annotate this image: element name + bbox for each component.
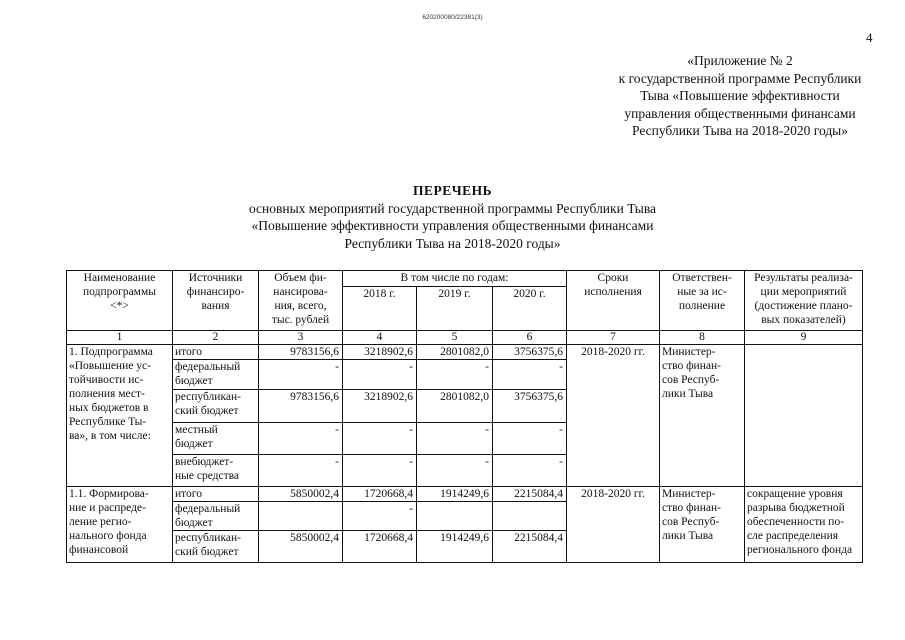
- appendix-line: Республики Тыва на 2018-2020 годы»: [631, 123, 849, 138]
- expected-results: [745, 345, 863, 487]
- document-id: 620200080/22381(3): [422, 14, 483, 21]
- header-responsible: Ответствен- ные за ис- полнение: [660, 271, 745, 331]
- value-2018: -: [343, 502, 417, 531]
- value-2020: -: [493, 423, 567, 455]
- total-volume: 5850002,4: [259, 487, 343, 502]
- value-2019: 1914249,6: [417, 487, 493, 502]
- value-2020: -: [493, 360, 567, 390]
- value-2019: -: [417, 455, 493, 487]
- title-line: Республики Тыва на 2018-2020 годы»: [344, 235, 561, 251]
- value-2019: 1914249,6: [417, 531, 493, 563]
- responsible-executor: Министер- ство финан- сов Респуб- лики Тыва: [660, 345, 745, 487]
- document-title: [0, 182, 905, 252]
- total-volume: -: [259, 423, 343, 455]
- value-2018: -: [343, 455, 417, 487]
- funding-source: итого: [173, 487, 259, 502]
- column-number: 9: [745, 331, 863, 345]
- table-row: [67, 487, 863, 502]
- column-numbers-row: [67, 331, 863, 345]
- value-2020: 3756375,6: [493, 345, 567, 360]
- value-2020: 2215084,4: [493, 487, 567, 502]
- column-number: 4: [343, 331, 417, 345]
- column-number: 6: [493, 331, 567, 345]
- value-2019: -: [417, 423, 493, 455]
- header-years-group: В том числе по годам:: [343, 271, 567, 287]
- table-row: [67, 345, 863, 360]
- value-2018: 3218902,6: [343, 345, 417, 360]
- column-number: 5: [417, 331, 493, 345]
- header-results: Результаты реализа- ции мероприятий (достижение плано- вых показателей): [745, 271, 863, 331]
- total-volume: -: [259, 360, 343, 390]
- column-number: 7: [567, 331, 660, 345]
- funding-source: федеральный бюджет: [173, 502, 259, 531]
- subprogram-name: 1.1. Формирова- ние и распреде- ление регио- нального фонда финансовой: [67, 487, 173, 563]
- subprogram-name: 1. Подпрограмма «Повышение ус- тойчивости ис- полнения мест- ных бюджетов в Республике Ты- ва», в том числе:: [67, 345, 173, 487]
- measures-table: [66, 270, 863, 563]
- appendix-note: [590, 52, 890, 140]
- header-volume: Объем фи- нансирова- ния, всего, тыс. рублей: [259, 271, 343, 331]
- column-number: 8: [660, 331, 745, 345]
- column-number: 2: [173, 331, 259, 345]
- value-2018: 1720668,4: [343, 487, 417, 502]
- header-year-2018: 2018 г.: [343, 287, 417, 331]
- title-line: «Повышение эффективности управления общественными финансами: [251, 218, 654, 233]
- appendix-line: управления общественными финансами: [624, 105, 856, 121]
- total-volume: 9783156,6: [259, 345, 343, 360]
- value-2019: -: [417, 360, 493, 390]
- column-number: 1: [67, 331, 173, 345]
- total-volume: [259, 502, 343, 531]
- value-2020: [493, 502, 567, 531]
- total-volume: -: [259, 455, 343, 487]
- funding-source: местный бюджет: [173, 423, 259, 455]
- execution-terms: 2018-2020 гг.: [567, 487, 660, 563]
- header-source: Источники финансиро- вания: [173, 271, 259, 331]
- header-terms: Сроки исполнения: [567, 271, 660, 331]
- value-2020: -: [493, 455, 567, 487]
- value-2018: 3218902,6: [343, 390, 417, 423]
- funding-source: республикан- ский бюджет: [173, 531, 259, 563]
- value-2018: 1720668,4: [343, 531, 417, 563]
- value-2020: 3756375,6: [493, 390, 567, 423]
- page-number: 4: [866, 30, 873, 45]
- responsible-executor: Министер- ство финан- сов Респуб- лики Тыва: [660, 487, 745, 563]
- column-number: 3: [259, 331, 343, 345]
- title-heading: ПЕРЕЧЕНЬ: [412, 183, 493, 198]
- appendix-line: Тыва «Повышение эффективности: [640, 88, 840, 103]
- header-name: Наименование подпрограммы <*>: [67, 271, 173, 331]
- funding-source: федеральный бюджет: [173, 360, 259, 390]
- value-2019: 2801082,0: [417, 390, 493, 423]
- value-2018: -: [343, 423, 417, 455]
- appendix-line: «Приложение № 2: [687, 53, 793, 68]
- execution-terms: 2018-2020 гг.: [567, 345, 660, 487]
- funding-source: республикан- ский бюджет: [173, 390, 259, 423]
- value-2019: 2801082,0: [417, 345, 493, 360]
- value-2018: -: [343, 360, 417, 390]
- value-2019: [417, 502, 493, 531]
- title-line: основных мероприятий государственной программы Республики Тыва: [248, 200, 657, 216]
- header-year-2019: 2019 г.: [417, 287, 493, 331]
- funding-source: внебюджет- ные средства: [173, 455, 259, 487]
- value-2020: 2215084,4: [493, 531, 567, 563]
- total-volume: 5850002,4: [259, 531, 343, 563]
- header-year-2020: 2020 г.: [493, 287, 567, 331]
- appendix-line: к государственной программе Республики: [618, 70, 862, 86]
- total-volume: 9783156,6: [259, 390, 343, 423]
- funding-source: итого: [173, 345, 259, 360]
- expected-results: сокращение уровня разрыва бюджетной обеспеченности по- сле распределения регионального фонда: [745, 487, 863, 563]
